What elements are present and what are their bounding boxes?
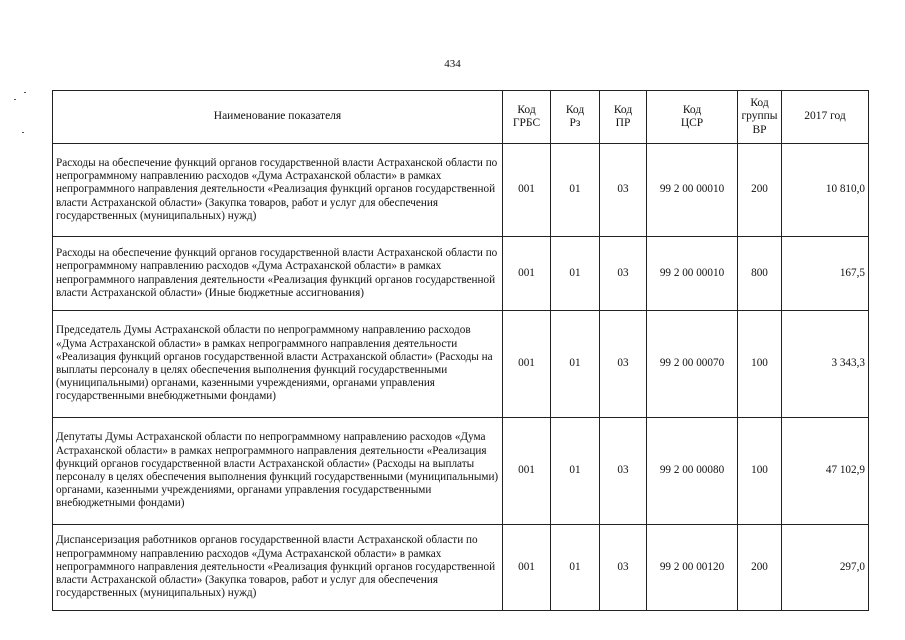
- expenditure-table: [52, 90, 869, 611]
- header-vr-code: Код группы ВР: [738, 91, 782, 144]
- row-amount-2017: 10 810,0: [782, 144, 869, 237]
- header-grbs-code: Код ГРБС: [503, 91, 551, 144]
- row-grbs-code: 001: [503, 144, 551, 237]
- row-csr-code: 99 2 00 00120: [647, 525, 738, 611]
- scan-speck: [24, 92, 26, 93]
- row-rz-code: 01: [551, 144, 600, 237]
- header-year-2017: 2017 год: [782, 91, 869, 144]
- header-csr-code: Код ЦСР: [647, 91, 738, 144]
- row-pr-code: 03: [600, 144, 647, 237]
- row-amount-2017: 167,5: [782, 237, 869, 311]
- header-indicator-name: Наименование показателя: [53, 91, 503, 144]
- row-vr-code: 100: [738, 311, 782, 418]
- row-grbs-code: 001: [503, 237, 551, 311]
- table-row: [53, 311, 869, 418]
- row-grbs-code: 001: [503, 525, 551, 611]
- row-vr-code: 800: [738, 237, 782, 311]
- row-vr-code: 200: [738, 525, 782, 611]
- row-csr-code: 99 2 00 00010: [647, 144, 738, 237]
- row-pr-code: 03: [600, 311, 647, 418]
- header-pr-code: Код ПР: [600, 91, 647, 144]
- row-amount-2017: 3 343,3: [782, 311, 869, 418]
- table-row: [53, 525, 869, 611]
- row-rz-code: 01: [551, 418, 600, 525]
- row-csr-code: 99 2 00 00010: [647, 237, 738, 311]
- scan-speck: [14, 99, 16, 100]
- table-row: [53, 144, 869, 237]
- row-vr-code: 200: [738, 144, 782, 237]
- row-grbs-code: 001: [503, 418, 551, 525]
- row-pr-code: 03: [600, 525, 647, 611]
- row-vr-code: 100: [738, 418, 782, 525]
- row-indicator-name: Диспансеризация работников органов государственной власти Астраханской области по непрограммному направлению расходов «Дума Астраханской области» в рамках непрограммного направления деятельности «Реализация функций органов государственной власти Астраханской области» (Закупка товаров, работ и услуг для обеспечения государственных (муниципальных) нужд): [53, 525, 503, 611]
- row-rz-code: 01: [551, 525, 600, 611]
- row-csr-code: 99 2 00 00080: [647, 418, 738, 525]
- row-amount-2017: 47 102,9: [782, 418, 869, 525]
- row-indicator-name: Расходы на обеспечение функций органов государственной власти Астраханской области по непрограммному направлению расходов «Дума Астраханской области» в рамках непрограммного направления деятельности «Реализация функций органов государственной власти Астраханской области» (Иные бюджетные ассигнования): [53, 237, 503, 311]
- row-pr-code: 03: [600, 418, 647, 525]
- table-row: [53, 418, 869, 525]
- row-indicator-name: Депутаты Думы Астраханской области по непрограммному направлению расходов «Дума Астраханской области» в рамках непрограммного направления деятельности «Реализация функций органов государственной власти Астраханской области» (Расходы на выплаты персоналу в целях обеспечения выполнения функций государственными (муниципальными) органами, казенными учреждениями, органами управления государственными внебюджетными фондами): [53, 418, 503, 525]
- row-grbs-code: 001: [503, 311, 551, 418]
- page-number: 434: [444, 58, 461, 70]
- table-header-row: [53, 91, 869, 144]
- table-row: [53, 237, 869, 311]
- row-csr-code: 99 2 00 00070: [647, 311, 738, 418]
- row-indicator-name: Расходы на обеспечение функций органов государственной власти Астраханской области по непрограммному направлению расходов «Дума Астраханской области» в рамках непрограммного направления деятельности «Реализация функций органов государственной власти Астраханской области» (Закупка товаров, работ и услуг для обеспечения государственных (муниципальных) нужд): [53, 144, 503, 237]
- row-pr-code: 03: [600, 237, 647, 311]
- row-amount-2017: 297,0: [782, 525, 869, 611]
- row-rz-code: 01: [551, 237, 600, 311]
- header-rz-code: Код Рз: [551, 91, 600, 144]
- row-rz-code: 01: [551, 311, 600, 418]
- scan-speck: [22, 132, 24, 133]
- row-indicator-name: Председатель Думы Астраханской области по непрограммному направлению расходов «Дума Астраханской области» в рамках непрограммного направления деятельности «Реализация функций органов государственной власти Астраханской области» (Расходы на выплаты персоналу в целях обеспечения выполнения функций государственными (муниципальными) органами, казенными учреждениями, органами управления государственными внебюджетными фондами): [53, 311, 503, 418]
